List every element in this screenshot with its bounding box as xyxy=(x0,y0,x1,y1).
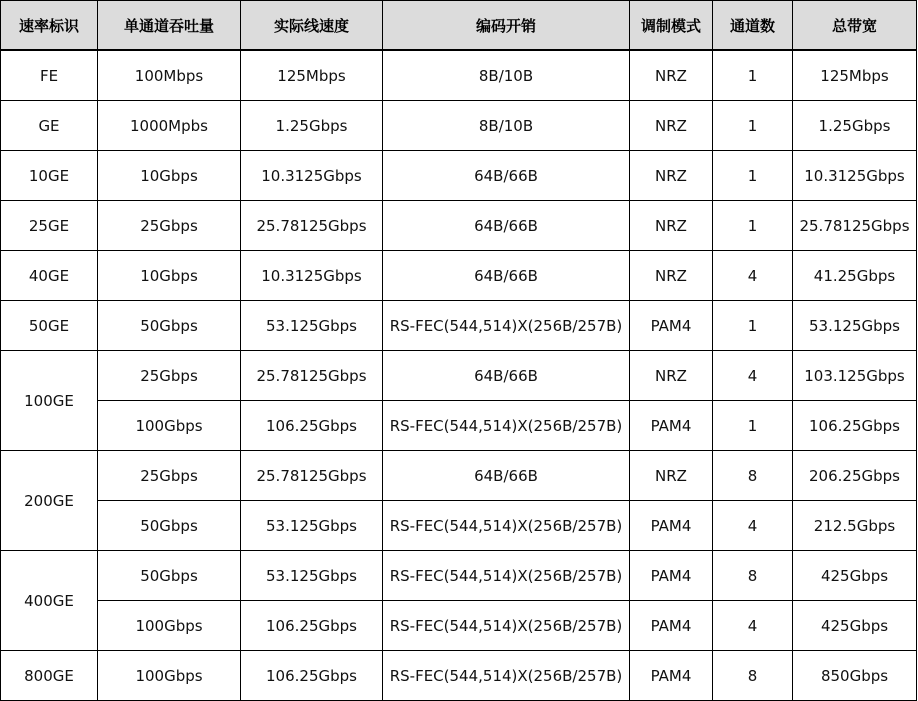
cell-actual-line-rate: 53.125Gbps xyxy=(241,501,383,551)
header-actual-line-rate: 实际线速度 xyxy=(241,1,383,51)
cell-modulation: NRZ xyxy=(630,251,713,301)
cell-lane-count: 4 xyxy=(713,501,793,551)
cell-per-lane-throughput: 25Gbps xyxy=(98,351,241,401)
cell-rate-id: 10GE xyxy=(1,151,98,201)
cell-total-bandwidth: 425Gbps xyxy=(793,601,917,651)
table-row xyxy=(1,401,917,451)
cell-per-lane-throughput: 100Gbps xyxy=(98,651,241,701)
cell-modulation: PAM4 xyxy=(630,601,713,651)
cell-rate-id: 400GE xyxy=(1,551,98,651)
cell-rate-id: FE xyxy=(1,50,98,101)
cell-modulation: PAM4 xyxy=(630,651,713,701)
cell-modulation: NRZ xyxy=(630,101,713,151)
cell-modulation: NRZ xyxy=(630,151,713,201)
cell-total-bandwidth: 106.25Gbps xyxy=(793,401,917,451)
cell-encoding-overhead: RS-FEC(544,514)X(256B/257B) xyxy=(383,401,630,451)
cell-rate-id: 100GE xyxy=(1,351,98,451)
cell-encoding-overhead: RS-FEC(544,514)X(256B/257B) xyxy=(383,601,630,651)
cell-modulation: PAM4 xyxy=(630,301,713,351)
cell-per-lane-throughput: 50Gbps xyxy=(98,501,241,551)
cell-encoding-overhead: 64B/66B xyxy=(383,151,630,201)
table-header xyxy=(1,1,917,51)
cell-rate-id: 40GE xyxy=(1,251,98,301)
cell-total-bandwidth: 206.25Gbps xyxy=(793,451,917,501)
cell-total-bandwidth: 850Gbps xyxy=(793,651,917,701)
cell-lane-count: 1 xyxy=(713,301,793,351)
cell-total-bandwidth: 53.125Gbps xyxy=(793,301,917,351)
header-per-lane-throughput: 单通道吞吐量 xyxy=(98,1,241,51)
cell-actual-line-rate: 25.78125Gbps xyxy=(241,201,383,251)
cell-modulation: NRZ xyxy=(630,451,713,501)
cell-encoding-overhead: 64B/66B xyxy=(383,451,630,501)
cell-modulation: NRZ xyxy=(630,201,713,251)
cell-per-lane-throughput: 10Gbps xyxy=(98,251,241,301)
cell-per-lane-throughput: 1000Mpbs xyxy=(98,101,241,151)
cell-actual-line-rate: 25.78125Gbps xyxy=(241,451,383,501)
cell-modulation: PAM4 xyxy=(630,501,713,551)
cell-lane-count: 8 xyxy=(713,451,793,501)
cell-encoding-overhead: RS-FEC(544,514)X(256B/257B) xyxy=(383,651,630,701)
table-row xyxy=(1,101,917,151)
header-total-bandwidth: 总带宽 xyxy=(793,1,917,51)
cell-total-bandwidth: 212.5Gbps xyxy=(793,501,917,551)
cell-actual-line-rate: 53.125Gbps xyxy=(241,301,383,351)
cell-lane-count: 1 xyxy=(713,401,793,451)
cell-per-lane-throughput: 100Mbps xyxy=(98,50,241,101)
cell-per-lane-throughput: 25Gbps xyxy=(98,451,241,501)
cell-total-bandwidth: 41.25Gbps xyxy=(793,251,917,301)
cell-actual-line-rate: 10.3125Gbps xyxy=(241,151,383,201)
header-encoding-overhead: 编码开销 xyxy=(383,1,630,51)
cell-rate-id: 800GE xyxy=(1,651,98,701)
table-row xyxy=(1,551,917,601)
cell-encoding-overhead: RS-FEC(544,514)X(256B/257B) xyxy=(383,301,630,351)
cell-encoding-overhead: 64B/66B xyxy=(383,351,630,401)
table-row xyxy=(1,50,917,101)
cell-encoding-overhead: 64B/66B xyxy=(383,201,630,251)
cell-total-bandwidth: 425Gbps xyxy=(793,551,917,601)
cell-rate-id: 50GE xyxy=(1,301,98,351)
cell-actual-line-rate: 1.25Gbps xyxy=(241,101,383,151)
table-row xyxy=(1,651,917,701)
cell-actual-line-rate: 106.25Gbps xyxy=(241,651,383,701)
cell-encoding-overhead: RS-FEC(544,514)X(256B/257B) xyxy=(383,501,630,551)
cell-encoding-overhead: 8B/10B xyxy=(383,50,630,101)
cell-encoding-overhead: RS-FEC(544,514)X(256B/257B) xyxy=(383,551,630,601)
header-rate-id: 速率标识 xyxy=(1,1,98,51)
header-row xyxy=(1,1,917,51)
cell-lane-count: 4 xyxy=(713,251,793,301)
cell-rate-id: 25GE xyxy=(1,201,98,251)
cell-per-lane-throughput: 50Gbps xyxy=(98,301,241,351)
cell-actual-line-rate: 106.25Gbps xyxy=(241,401,383,451)
cell-lane-count: 8 xyxy=(713,551,793,601)
cell-lane-count: 1 xyxy=(713,201,793,251)
table-row xyxy=(1,451,917,501)
cell-rate-id: 200GE xyxy=(1,451,98,551)
cell-per-lane-throughput: 50Gbps xyxy=(98,551,241,601)
cell-total-bandwidth: 1.25Gbps xyxy=(793,101,917,151)
cell-lane-count: 4 xyxy=(713,601,793,651)
header-lane-count: 通道数 xyxy=(713,1,793,51)
cell-total-bandwidth: 103.125Gbps xyxy=(793,351,917,401)
cell-encoding-overhead: 64B/66B xyxy=(383,251,630,301)
cell-modulation: NRZ xyxy=(630,351,713,401)
cell-actual-line-rate: 125Mbps xyxy=(241,50,383,101)
cell-lane-count: 4 xyxy=(713,351,793,401)
cell-modulation: NRZ xyxy=(630,50,713,101)
cell-actual-line-rate: 10.3125Gbps xyxy=(241,251,383,301)
cell-actual-line-rate: 106.25Gbps xyxy=(241,601,383,651)
table-body xyxy=(1,50,917,701)
cell-lane-count: 1 xyxy=(713,50,793,101)
table-row xyxy=(1,201,917,251)
cell-total-bandwidth: 25.78125Gbps xyxy=(793,201,917,251)
cell-lane-count: 1 xyxy=(713,151,793,201)
cell-total-bandwidth: 10.3125Gbps xyxy=(793,151,917,201)
cell-actual-line-rate: 53.125Gbps xyxy=(241,551,383,601)
table-row xyxy=(1,501,917,551)
cell-modulation: PAM4 xyxy=(630,401,713,451)
cell-per-lane-throughput: 10Gbps xyxy=(98,151,241,201)
table-row xyxy=(1,351,917,401)
header-modulation: 调制模式 xyxy=(630,1,713,51)
cell-rate-id: GE xyxy=(1,101,98,151)
cell-total-bandwidth: 125Mbps xyxy=(793,50,917,101)
table-row xyxy=(1,301,917,351)
cell-encoding-overhead: 8B/10B xyxy=(383,101,630,151)
cell-per-lane-throughput: 100Gbps xyxy=(98,601,241,651)
cell-lane-count: 8 xyxy=(713,651,793,701)
cell-per-lane-throughput: 100Gbps xyxy=(98,401,241,451)
table-row xyxy=(1,151,917,201)
cell-actual-line-rate: 25.78125Gbps xyxy=(241,351,383,401)
cell-per-lane-throughput: 25Gbps xyxy=(98,201,241,251)
table-row xyxy=(1,251,917,301)
cell-lane-count: 1 xyxy=(713,101,793,151)
cell-modulation: PAM4 xyxy=(630,551,713,601)
table-row xyxy=(1,601,917,651)
